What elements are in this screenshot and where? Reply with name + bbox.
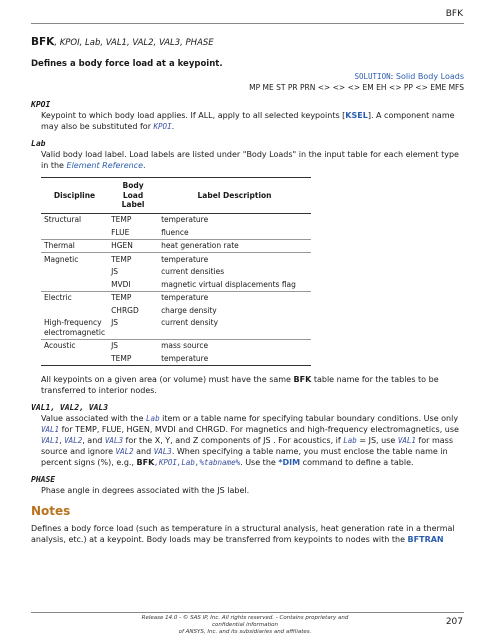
cell-description: temperature: [158, 291, 311, 304]
vals-text: for mass source and ignore: [41, 435, 453, 456]
product-codes: MP ME ST PR PRN <> <> <> EM EH <> PP <> EME MFS: [249, 83, 464, 92]
header-discipline: Discipline: [41, 178, 108, 214]
vals-text: for the X, Y, and Z components of JS . For acoustics, if: [122, 435, 344, 445]
vals-mono: VAL1: [41, 435, 60, 445]
arg-phase-name: PHASE: [31, 474, 56, 484]
vals-mono: VAL2: [115, 446, 134, 456]
vals-text: for TEMP, FLUE, HGEN, MVDI and CHRGD. For magnetics and high-frequency electromagnetics, use: [59, 424, 459, 434]
command-signature: [31, 36, 464, 50]
cell-load-label: FLUE: [111, 227, 130, 237]
vals-mono: VAL1: [397, 435, 416, 445]
notes-text: Defines a body force load (such as temperature in a structural analysis, heat generation rate in a thermal analysis, etc.) at a keypoint. Body loads may be transferred from keypoints to nodes with the: [31, 523, 455, 544]
vals-example-args: ,KPOI,Lab,%tabname%: [154, 457, 241, 467]
table-row: [41, 239, 311, 253]
dim-command-link[interactable]: *DIM: [278, 457, 301, 467]
cell-discipline: [41, 278, 108, 291]
cell-description: current density: [161, 318, 219, 327]
cell-description: current densities: [161, 267, 225, 276]
arg-lab-desc: [41, 149, 464, 171]
page-content: [31, 36, 464, 545]
cell-discipline: [41, 352, 108, 365]
command-name: BFK: [31, 36, 55, 48]
vals-mono: VAL3: [153, 446, 172, 456]
command-purpose: Defines a body force load at a keypoint.: [31, 59, 223, 69]
footer-line-1: Release 14.0 - © SAS IP, Inc. All rights reserved. - Contains proprietary and confidential information: [141, 615, 349, 628]
footer-line-2: of ANSYS, Inc. and its subsidiaries and affiliates.: [178, 629, 312, 635]
cell-description: mass source: [158, 339, 311, 352]
arg-kpoi-name: KPOI: [31, 100, 51, 109]
cell-discipline: Acoustic: [41, 339, 108, 352]
header-body-load-label: Body Load Label: [108, 178, 158, 214]
ksel-link[interactable]: KSEL: [345, 111, 368, 120]
table-row: [41, 317, 311, 340]
cell-discipline: Electric: [41, 291, 108, 304]
vals-example-cmd: BFK: [136, 457, 155, 467]
cell-load-label: JS: [111, 267, 119, 276]
cell-load-label: CHRGD: [111, 305, 139, 315]
cell-discipline: [41, 226, 108, 239]
cell-load-label: TEMP: [108, 291, 158, 304]
cell-discipline: Thermal: [41, 239, 108, 253]
cell-discipline: [41, 304, 108, 317]
vals-mono: VAL2: [64, 435, 83, 445]
cell-discipline: [41, 266, 108, 279]
command-args: , KPOI, Lab, VAL1, VAL2, VAL3, PHASE: [54, 38, 214, 48]
vals-text: Value associated with the: [41, 413, 147, 423]
table-row: [41, 339, 311, 352]
cell-load-label: MVDI: [111, 279, 131, 289]
bftran-link[interactable]: BFTRAN: [407, 534, 444, 544]
cell-load-label: TEMP: [108, 253, 158, 266]
vals-mono: VAL3: [104, 435, 123, 445]
table-header-row: [41, 178, 311, 214]
cell-load-label: TEMP: [108, 213, 158, 226]
solution-separator: :: [390, 72, 394, 81]
body-load-table: [41, 177, 311, 366]
arg-vals-name: VAL1, VAL2, VAL3: [31, 402, 109, 412]
cell-description: heat generation rate: [158, 239, 311, 253]
cell-discipline: High-frequency electromagnetic: [44, 318, 106, 337]
solution-label: SOLUTION: [354, 72, 391, 81]
arg-lab-name: Lab: [31, 139, 46, 148]
notes-paragraph: [31, 523, 464, 545]
cell-description: magnetic virtual displacements flag: [161, 279, 296, 289]
transfer-text-b: table name for the tables to be transferred to interior nodes.: [41, 374, 439, 395]
table-transfer-note: [41, 374, 464, 396]
arg-vals-desc: [41, 413, 464, 468]
vals-mono: Lab: [146, 413, 160, 423]
notes-heading: Notes: [31, 503, 71, 518]
element-reference-link[interactable]: Element Reference: [66, 161, 143, 170]
vals-text: . When specifying a table name, you must enclose the table name in percent signs (%), e.g.,: [41, 446, 448, 467]
cell-description: temperature: [158, 352, 311, 365]
arg-kpoi-mono: KPOI: [153, 122, 172, 131]
table-row: [41, 226, 311, 239]
cell-load-label: HGEN: [108, 239, 158, 253]
cell-description: charge density: [161, 305, 217, 315]
cell-discipline: Structural: [41, 213, 108, 226]
table-row: [41, 213, 311, 226]
table-row: [41, 253, 311, 266]
page-number: 207: [445, 617, 463, 627]
vals-text: item or a table name for specifying tabular boundary conditions. Use only: [159, 413, 459, 423]
vals-text: command to define a table.: [300, 457, 414, 467]
cell-description: temperature: [158, 253, 311, 266]
cell-load-label: TEMP: [108, 352, 158, 365]
table-body: [41, 213, 311, 365]
arg-lab-text-a: Valid body load label. Load labels are listed under "Body Loads" in the input table for each element type in the: [41, 150, 459, 170]
cell-description: fluence: [161, 227, 189, 237]
cell-load-label: JS: [108, 339, 158, 352]
arg-lab-text-b: .: [143, 161, 146, 170]
vals-text: and: [133, 446, 154, 456]
vals-mono: Lab: [343, 435, 357, 445]
arg-kpoi-text-b: ]. A component name may also be substituted for: [41, 111, 455, 131]
table-row: [41, 304, 311, 317]
solution-menu-path: [31, 71, 464, 82]
arg-kpoi-text-a: Keypoint to which body load applies. If ALL, apply to all selected keypoints [: [41, 111, 346, 120]
vals-text: ,: [59, 435, 65, 445]
table-row: [41, 352, 311, 365]
table-row: [41, 278, 311, 291]
table-row: [41, 291, 311, 304]
cell-discipline: Magnetic: [41, 253, 108, 266]
header-label-description: Label Description: [158, 178, 311, 214]
solution-link[interactable]: Solid Body Loads: [395, 72, 464, 81]
cell-description: temperature: [158, 213, 311, 226]
footer-copyright: [130, 615, 360, 636]
running-header: BFK: [445, 9, 463, 19]
vals-mono: VAL1: [41, 424, 60, 434]
header-divider: [31, 23, 464, 24]
vals-text: , and: [82, 435, 105, 445]
vals-text: = JS, use: [356, 435, 398, 445]
transfer-cmd: BFK: [293, 374, 312, 384]
cell-load-label: JS: [111, 318, 119, 327]
arg-kpoi-text-c: .: [171, 122, 175, 131]
table-row: [41, 266, 311, 279]
vals-text: . Use the: [240, 457, 279, 467]
transfer-text-a: All keypoints on a given area (or volume) must have the same: [41, 374, 294, 384]
arg-phase-desc: Phase angle in degrees associated with the JS label.: [41, 485, 250, 495]
arg-kpoi-desc: [41, 110, 464, 132]
footer-divider: [31, 612, 464, 613]
